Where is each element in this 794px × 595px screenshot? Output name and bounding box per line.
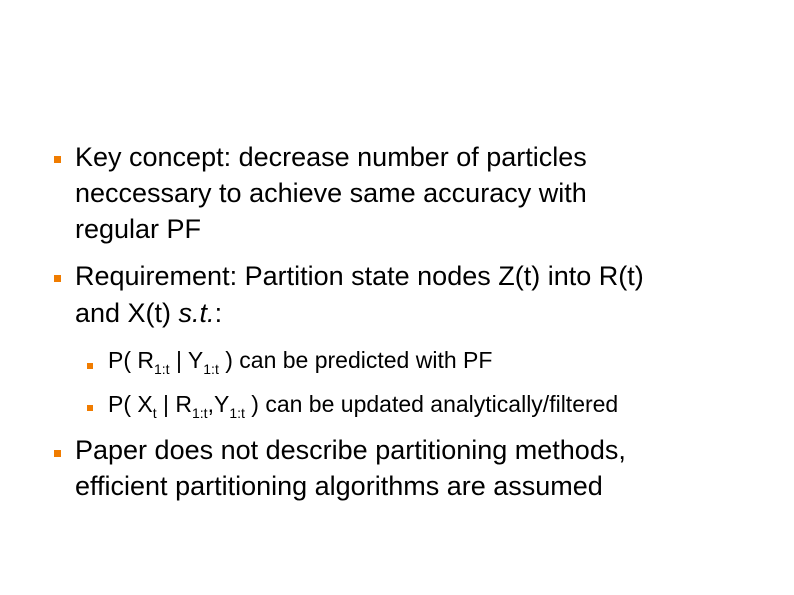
such-that-abbrev: s.t. bbox=[178, 298, 215, 328]
sub-bullet-2-subscript-3: 1:t bbox=[229, 405, 245, 421]
sub-bullet-1-subscript-2: 1:t bbox=[203, 361, 219, 377]
bullet-marker-3 bbox=[54, 450, 61, 457]
bullet-3-line-2: efficient partitioning algorithms are assumed bbox=[75, 471, 603, 501]
bullet-2-line-2-suffix: : bbox=[214, 298, 223, 328]
bullet-marker-1 bbox=[54, 156, 61, 163]
bullet-2-line-2 bbox=[75, 295, 222, 332]
bullet-marker-2 bbox=[54, 275, 61, 282]
bullet-1-line-3: regular PF bbox=[75, 214, 202, 244]
sub-bullet-2 bbox=[108, 389, 618, 419]
sub-bullet-2-part-3: ,Y bbox=[207, 391, 230, 417]
bullet-1-line-1: Key concept: decrease number of particles bbox=[75, 142, 587, 172]
bullet-3-line-1: Paper does not describe partitioning methods, bbox=[75, 435, 626, 465]
bullet-2-line-1: Requirement: Partition state nodes Z(t) into R(t) bbox=[75, 261, 644, 291]
sub-bullet-marker-2 bbox=[87, 405, 93, 411]
bullet-1-line-2: neccessary to achieve same accuracy with bbox=[75, 178, 587, 208]
sub-bullet-1-part-1: P( R bbox=[108, 347, 154, 373]
bullet-2-line-2-prefix: and X(t) bbox=[75, 298, 179, 328]
sub-bullet-1 bbox=[108, 345, 492, 375]
sub-bullet-2-part-1: P( X bbox=[108, 391, 153, 417]
sub-bullet-1-subscript-1: 1:t bbox=[154, 361, 170, 377]
sub-bullet-2-part-2: | R bbox=[156, 391, 192, 417]
sub-bullet-1-part-2: | Y bbox=[169, 347, 204, 373]
sub-bullet-2-part-4: ) can be updated analytically/filtered bbox=[244, 391, 619, 417]
sub-bullet-2-subscript-1: t bbox=[152, 405, 157, 421]
sub-bullet-1-part-3: ) can be predicted with PF bbox=[218, 347, 493, 373]
sub-bullet-marker-1 bbox=[87, 363, 93, 369]
sub-bullet-2-subscript-2: 1:t bbox=[192, 405, 208, 421]
